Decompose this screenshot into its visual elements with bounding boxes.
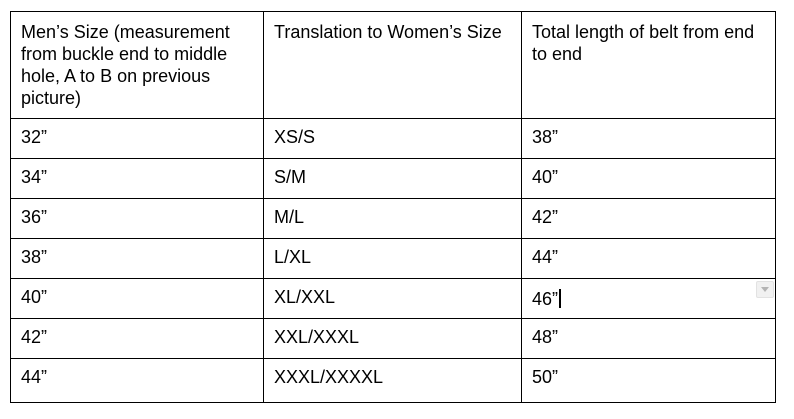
cell-womens-size[interactable]: XL/XXL	[264, 279, 522, 319]
chevron-down-button[interactable]	[756, 281, 774, 298]
cell-mens-size[interactable]: 34”	[11, 159, 264, 199]
cell-womens-size[interactable]: L/XL	[264, 239, 522, 279]
cell-total-length[interactable]: 42”	[522, 199, 776, 239]
table-row	[11, 359, 776, 403]
cell-text: 46”	[532, 289, 559, 309]
table-header-row	[11, 12, 776, 119]
header-cell-total-length[interactable]: Total length of belt from end to end	[522, 12, 776, 119]
cell-womens-size[interactable]: XXXL/XXXXL	[264, 359, 522, 403]
table-row	[11, 319, 776, 359]
cell-womens-size[interactable]: XXL/XXXL	[264, 319, 522, 359]
belt-size-conversion-table	[10, 11, 776, 403]
cell-mens-size[interactable]: 44”	[11, 359, 264, 403]
table-row	[11, 239, 776, 279]
cell-total-length-active[interactable]	[522, 279, 776, 319]
text-insertion-caret	[559, 289, 561, 308]
cell-mens-size[interactable]: 36”	[11, 199, 264, 239]
cell-mens-size[interactable]: 42”	[11, 319, 264, 359]
cell-mens-size[interactable]: 32”	[11, 119, 264, 159]
cell-total-length[interactable]: 50”	[522, 359, 776, 403]
table-row	[11, 199, 776, 239]
table-row	[11, 279, 776, 319]
cell-mens-size[interactable]: 38”	[11, 239, 264, 279]
header-cell-womens-size[interactable]: Translation to Women’s Size	[264, 12, 522, 119]
cell-total-length[interactable]: 40”	[522, 159, 776, 199]
cell-womens-size[interactable]: XS/S	[264, 119, 522, 159]
cell-total-length[interactable]: 48”	[522, 319, 776, 359]
chevron-down-icon	[761, 287, 769, 292]
table-row	[11, 159, 776, 199]
table-row	[11, 119, 776, 159]
cell-womens-size[interactable]: S/M	[264, 159, 522, 199]
cell-total-length[interactable]: 38”	[522, 119, 776, 159]
header-cell-mens-size[interactable]: Men’s Size (measurement from buckle end to middle hole, A to B on previous picture)	[11, 12, 264, 119]
cell-mens-size[interactable]: 40”	[11, 279, 264, 319]
cell-womens-size[interactable]: M/L	[264, 199, 522, 239]
cell-total-length[interactable]: 44”	[522, 239, 776, 279]
